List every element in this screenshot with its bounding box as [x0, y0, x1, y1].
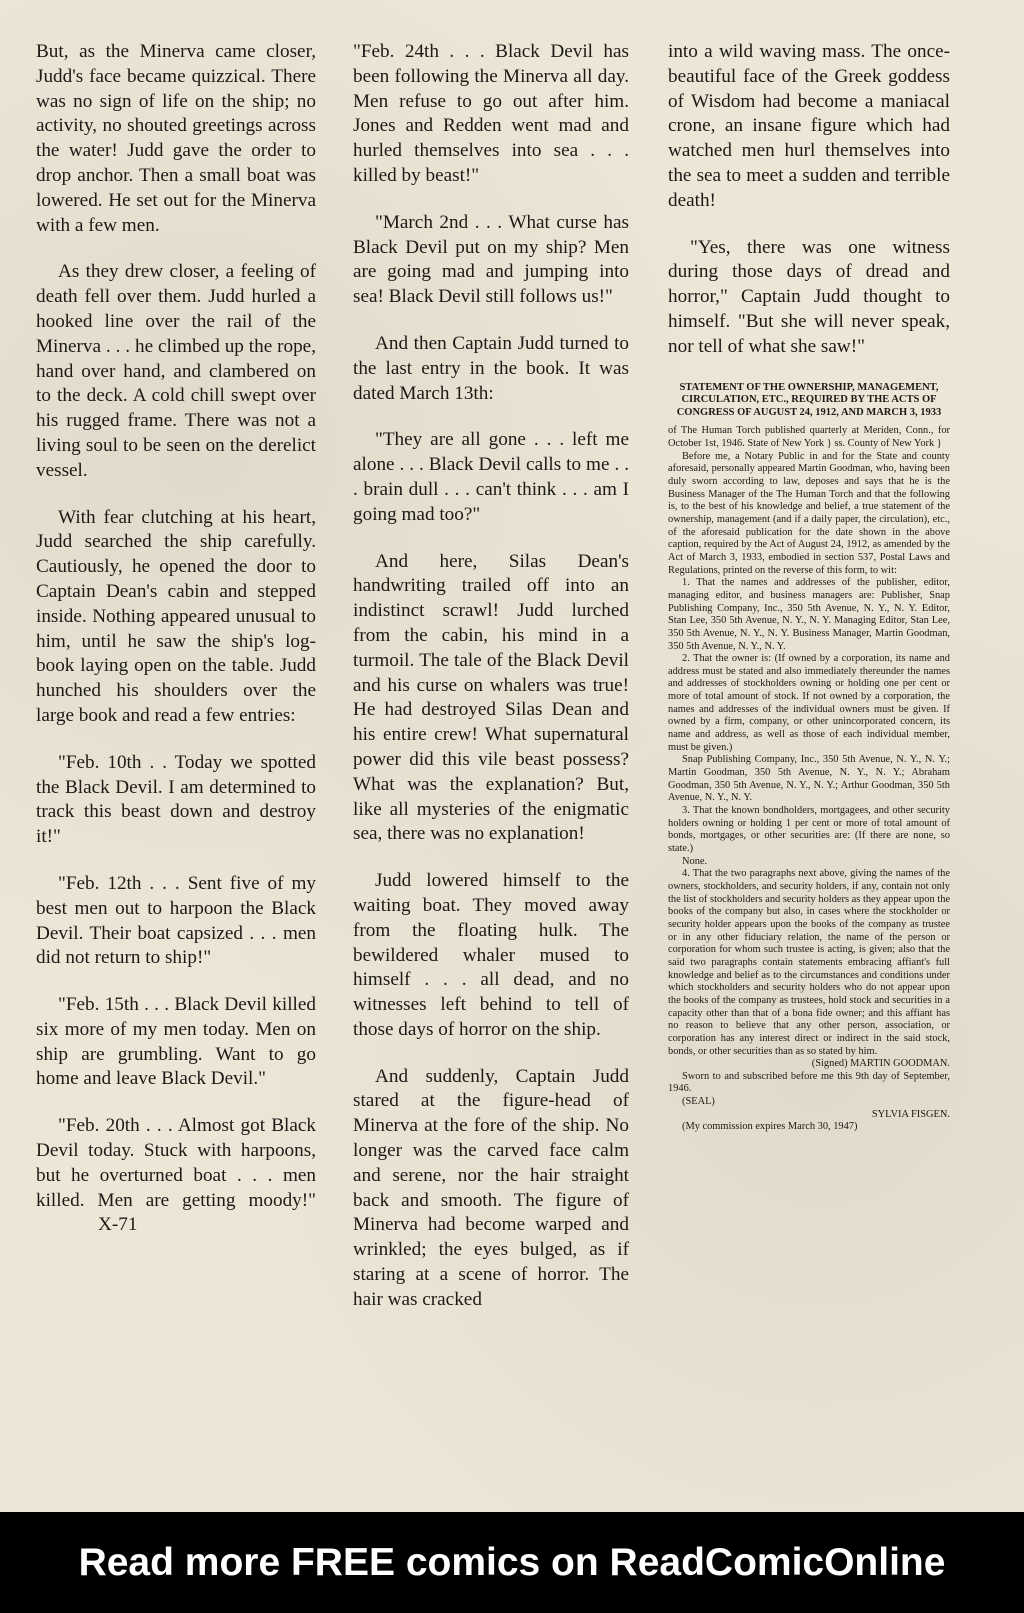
paragraph: "Yes, there was one witness during those days of dread and horror," Captain Judd thought to himself. "But she will never speak, nor tell of what she saw!" — [668, 236, 950, 357]
log-entry: "Feb. 15th . . . Black Devil killed six more of my men today. Men on ship are grumbling. Want to go home and leave Black Devil." — [36, 994, 316, 1090]
log-entry: "Feb. 12th . . . Sent five of my best men out to harpoon the Black Devil. Their boat capsized . . . men did not return to ship!" — [36, 872, 316, 969]
paragraph: As they drew closer, a feeling of death fell over them. Judd hurled a hooked line over the rail of the Minerva . . . he climbed up the rope, hand over hand, and clambered on to the deck. A cold chill swept over his rugged frame. There was not a living soul to be seen on the derelict vessel. — [36, 261, 316, 481]
log-entry: "They are all gone . . . left me alone . . . Black Devil calls to me . . . brain dull . . . can't think . . . am I going mad too?" — [353, 429, 629, 525]
promo-footer-text: Read more FREE comics on ReadComicOnline — [78, 1540, 946, 1584]
paragraph: And then Captain Judd turned to the last entry in the book. It was dated March 13th: — [353, 332, 629, 404]
statement-paragraph: Before me, a Notary Public in and for the State and county aforesaid, personally appeared Martin Goodman, who, having been duly sworn according to law, deposes and says that he is the Business Manager of the The Human Torch and that the following is, to the best of his knowledge and belief, a true statement of the ownership, management (and if a daily paper, the circulation), etc., of the aforesaid publication for the date shown in the above caption, required by the Act of August 24, 1912, as amended by the Act of March 3, 1933, embodied in section 537, Postal Laws and Regulations, printed on the reverse of this form, to wit: — [668, 450, 950, 576]
log-entry — [36, 1114, 316, 1238]
statement-paragraph: 4. That the two paragraphs next above, giving the names of the owners, stockholders, and security holders, if any, contain not only the list of stockholders and security holders as they appear upon the books of the company but also, in cases where the stockholder or security holder appears upon the books of the company as trustee or in any other fiduciary relation, the name of the person or corporation for whom such trustee is acting, is given; also that the said two paragraphs contain statements embracing affiant's full knowledge and belief as to the circumstances and conditions under which stockholders and security holders who do not appear upon the books of the company as trustees, hold stock and securities in a capacity other than that of a bona fide owner; and this affiant has no reason to believe that any other person, association, or corporation has any interest direct or indirect in the said stock, bonds, or other securities than as so stated by him. — [668, 868, 950, 1057]
statement-paragraph: Snap Publishing Company, Inc., 350 5th Avenue, N. Y., N. Y.; Martin Goodman, 350 5th Avenue, N. Y., N. Y.; Abraham Goodman, 350 5th Avenue, N. Y., N. Y.; Arthur Goodman, 350 5th Avenue, N. Y., N. Y. — [668, 754, 950, 804]
notary-name: SYLVIA FISGEN. — [871, 1108, 950, 1120]
text-column-3 — [668, 40, 950, 1134]
ownership-statement-heading: STATEMENT OF THE OWNERSHIP, MANAGEMENT, CIRCULATION, ETC., REQUIRED BY THE ACTS OF CONGRESS OF AUGUST 24, 1912, AND MARCH 3, 1933 — [676, 381, 942, 418]
ownership-statement — [668, 425, 950, 1134]
log-entry: "March 2nd . . . What curse has Black Devil put on my ship? Men are going mad and jumping into sea! Black Devil still follows us!" — [353, 211, 629, 308]
text-column-1 — [36, 40, 316, 1260]
paragraph: Judd lowered himself to the waiting boat. They moved away from the floating hulk. The bewildered whaler mused to himself . . . all dead, and no witnesses left behind to tell of those days of horror on the ship. — [353, 870, 629, 1040]
statement-paragraph: None. — [682, 855, 708, 867]
paragraph: And here, Silas Dean's handwriting trailed off into an indistinct scrawl! Judd lurched from the cabin, his mind in a turmoil. The tale of the Black Devil and his curse on whalers was true! He had destroyed Silas Dean and his entire crew! What supernatural power did this vile beast possess? What was the explanation? But, like all mysteries of the enigmatic sea, there was no explanation! — [353, 550, 629, 845]
statement-paragraph: 1. That the names and addresses of the publisher, editor, managing editor, and business managers are: Publisher, Snap Publishing Company, Inc., 350 5th Avenue, N. Y., N. Y. Editor, Stan Lee, 350 5th Avenue, N. Y., N. Y. Managing Editor, Stan Lee, 350 5th Avenue, N. Y., N. Y. Business Manager, Martin Goodman, 350 5th Avenue, N. Y., N. Y. — [668, 577, 950, 652]
commission-line: (My commission expires March 30, 1947) — [682, 1121, 858, 1133]
log-entry: "Feb. 10th . . Today we spotted the Black Devil. I am determined to track this beast down and destroy it!" — [36, 751, 316, 848]
paragraph: With fear clutching at his heart, Judd searched the ship carefully. Cautiously, he opened the door to Captain Dean's cabin and stepped inside. Nothing appeared unusual to him, until he saw the ship's log-book laying open on the table. Judd hunched his shoulders over the large book and read a few entries: — [36, 506, 316, 726]
statement-paragraph: 2. That the owner is: (If owned by a corporation, its name and address must be stated and also immediately thereunder the names and addresses of stockholders owning or holding one per cent or more of total amount of stock. If not owned by a corporation, the names and addresses of the individual owners must be given. If owned by a firm, company, or other unincorporated concern, its name and address, as well as those of each individual member, must be given.) — [668, 653, 950, 753]
statement-paragraph: of The Human Torch published quarterly at Meriden, Conn., for October 1st, 1946. State of New York } ss. County of New York } — [668, 425, 950, 449]
paragraph: And suddenly, Captain Judd stared at the figure-head of Minerva at the fore of the ship. No longer was the carved face calm and serene, nor the hair straight back and smooth. The figure of Minerva had become warped and wrinkled; the eyes bulged, as if staring at a scene of horror. The hair was cracked — [353, 1065, 629, 1310]
seal-line: (SEAL) — [682, 1096, 715, 1108]
page-folio: X-71 — [98, 1214, 138, 1236]
signature-line: (Signed) MARTIN GOODMAN. — [811, 1058, 950, 1070]
sworn-line: Sworn to and subscribed before me this 9th day of September, 1946. — [668, 1070, 950, 1095]
promo-footer-banner — [0, 1512, 1024, 1613]
log-entry-text: "Feb. 20th . . . Almost got Black Devil today. Stuck with harpoons, but he overturned boat . . . men killed. Men are getting moody!" — [36, 1115, 316, 1211]
text-column-2 — [353, 40, 629, 1335]
paragraph: into a wild waving mass. The once-beautiful face of the Greek goddess of Wisdom had become a maniacal crone, an insane figure which had watched men hurl themselves into the sea to meet a sudden and terrible death! — [668, 41, 950, 211]
paragraph: But, as the Minerva came closer, Judd's face became quizzical. There was no sign of life on the ship; no activity, no shouted greetings across the water! Judd gave the order to drop anchor. Then a small boat was lowered. He set out for the Minerva with a few men. — [36, 41, 316, 236]
log-entry: "Feb. 24th . . . Black Devil has been following the Minerva all day. Men refuse to go out after him. Jones and Redden went mad and hurled themselves into sea . . . killed by beast!" — [353, 41, 629, 186]
statement-paragraph: 3. That the known bondholders, mortgagees, and other security holders owning or holding 1 per cent or more of total amount of bonds, mortgages, or other securities are: (If there are none, so state.) — [668, 805, 950, 854]
